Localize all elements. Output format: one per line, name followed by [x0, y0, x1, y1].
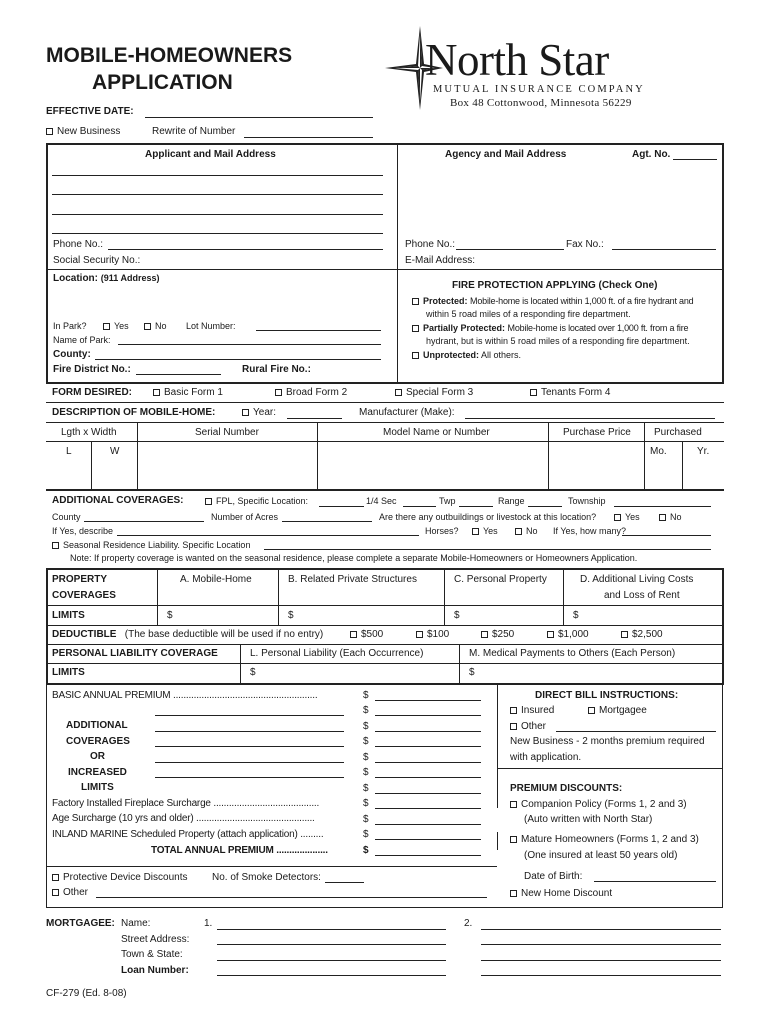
additional-coverage-line[interactable] [155, 746, 344, 747]
agency-phone-label: Phone No.: [405, 239, 456, 250]
company-subtitle: MUTUAL INSURANCE COMPANY [433, 84, 645, 95]
seasonal-note: Note: If property coverage is wanted on the seasonal residence, please complete a separate Mobile-Homeowners or Homeowners Application. [70, 553, 638, 563]
applicant-address-line[interactable] [52, 214, 383, 215]
applicant-phone-label: Phone No.: [53, 239, 104, 250]
col-serial: Serial Number [195, 427, 259, 438]
seasonal-checkbox[interactable] [52, 542, 59, 549]
twp-label: Twp [439, 496, 456, 506]
mature-checkbox[interactable] [510, 836, 517, 843]
range-field[interactable] [528, 506, 562, 507]
liability-label: PERSONAL LIABILITY COVERAGE [52, 648, 218, 659]
coverage-d-label: D. Additional Living Costs [580, 574, 694, 585]
premium-dollar: $ [363, 829, 369, 840]
fire-district-field[interactable] [136, 374, 221, 375]
broad-form-option[interactable]: Broad Form 2 [275, 387, 347, 398]
premium-dollar: $ [363, 690, 369, 701]
bill-insured-checkbox[interactable] [510, 707, 517, 714]
applicant-phone-field[interactable] [108, 249, 383, 250]
col-length-width: Lgth x Width [61, 427, 117, 438]
new-business-option[interactable]: New Business [46, 126, 120, 137]
broad-form-checkbox[interactable] [275, 389, 282, 396]
deductible-row: DEDUCTIBLE (The base deductible will be used if no entry) [52, 629, 324, 640]
col-purchase-price: Purchase Price [563, 427, 631, 438]
bill-mortgagee-option[interactable]: Mortgagee [588, 705, 647, 716]
mortgagee-1-town-field[interactable] [217, 960, 446, 961]
limit-d-field[interactable]: $ [573, 610, 579, 621]
other-discount-option[interactable]: Other [52, 887, 88, 898]
premium-field[interactable] [375, 777, 481, 778]
premium-dollar: $ [363, 752, 369, 763]
total-premium-field[interactable] [375, 855, 481, 856]
new-home-checkbox[interactable] [510, 890, 517, 897]
inland-marine-label: INLAND MARINE Scheduled Property (attach application) ......... [52, 829, 324, 840]
deductible-100[interactable]: $100 [416, 629, 449, 640]
fpl-location-field[interactable] [319, 506, 364, 507]
mortgagee-1-loan-field[interactable] [217, 975, 446, 976]
additional-coverages-label: ADDITIONAL COVERAGES: [52, 495, 184, 506]
companion-option[interactable]: Companion Policy (Forms 1, 2 and 3) [510, 799, 687, 810]
year-option[interactable]: Year: [242, 407, 276, 418]
agt-no-field[interactable] [673, 159, 717, 160]
deductible-250-checkbox[interactable] [481, 631, 488, 638]
premium-discounts-heading: PREMIUM DISCOUNTS: [510, 783, 623, 794]
coverages-premium-label: COVERAGES [66, 736, 130, 747]
mortgagee-street-label: Street Address: [121, 934, 190, 945]
coverage-l-label: L. Personal Liability (Each Occurrence) [250, 648, 424, 659]
horses-no[interactable]: No [515, 526, 538, 536]
location-label: Location: (911 Address) [53, 273, 160, 284]
fireplace-label: Factory Installed Fireplace Surcharge ......................................... [52, 798, 320, 809]
fpl-option[interactable]: FPL, Specific Location: [205, 496, 308, 506]
tenants-form-option[interactable]: Tenants Form 4 [530, 387, 610, 398]
deductible-2500[interactable]: $2,500 [621, 629, 663, 640]
premium-dollar: $ [363, 721, 369, 732]
fire-protection-heading: FIRE PROTECTION APPLYING (Check One) [452, 280, 658, 291]
additional-coverage-line[interactable] [155, 731, 344, 732]
premium-field[interactable] [375, 793, 481, 794]
mortgagee-label: MORTGAGEE: [46, 918, 115, 929]
or-label: OR [90, 751, 105, 762]
premium-dollar: $ [363, 767, 369, 778]
manufacturer-label: Manufacturer (Make): [359, 407, 455, 418]
smoke-detectors-label: No. of Smoke Detectors: [212, 872, 321, 883]
bill-other-checkbox[interactable] [510, 723, 517, 730]
company-name: North Star [425, 35, 609, 85]
premium-dollar: $ [363, 814, 369, 825]
how-many-field[interactable] [622, 535, 711, 536]
fire-partial-option[interactable]: Partially Protected: Mobile-home is located over 1,000 ft. from a fire [412, 323, 688, 333]
mortgagee-loan-label: Loan Number: [121, 965, 189, 976]
fax-label: Fax No.: [566, 239, 604, 250]
premium-dollar: $ [363, 845, 369, 856]
describe-field[interactable] [117, 535, 419, 536]
year-field[interactable] [287, 418, 342, 419]
other-discount-checkbox[interactable] [52, 889, 59, 896]
coverage-m-label: M. Medical Payments to Others (Each Person) [469, 648, 676, 659]
in-park-label: In Park? [53, 321, 87, 331]
property-label: PROPERTY [52, 574, 108, 585]
mortgagee-town-label: Town & State: [121, 949, 183, 960]
fax-field[interactable] [612, 249, 716, 250]
company-address: Box 48 Cottonwood, Minnesota 56229 [450, 97, 632, 109]
coverage-b-label: B. Related Private Structures [288, 574, 417, 585]
increased-label: INCREASED [68, 767, 127, 778]
outbuildings-yes[interactable]: Yes [614, 512, 640, 522]
month-label: Mo. [650, 446, 667, 457]
agency-phone-field[interactable] [456, 249, 564, 250]
basic-premium-field[interactable] [375, 700, 481, 701]
park-name-field[interactable] [118, 344, 381, 345]
fire-unprotected-checkbox[interactable] [412, 352, 419, 359]
col-model: Model Name or Number [383, 427, 490, 438]
basic-form-checkbox[interactable] [153, 389, 160, 396]
premium-field[interactable] [375, 746, 481, 747]
in-park-yes-checkbox[interactable] [103, 323, 110, 330]
township-field[interactable] [614, 506, 711, 507]
add-county-label: County [52, 512, 81, 522]
county-field[interactable] [95, 359, 381, 360]
fire-protected-checkbox[interactable] [412, 298, 419, 305]
outbuildings-yes-checkbox[interactable] [614, 514, 621, 521]
coverage-d-label-2: and Loss of Rent [604, 590, 680, 601]
effective-date-label: EFFECTIVE DATE: [46, 106, 134, 117]
in-park-yes[interactable]: Yes [103, 321, 129, 331]
township-label: Township [568, 496, 606, 506]
top-box-border [46, 143, 724, 145]
special-form-checkbox[interactable] [395, 389, 402, 396]
fpl-checkbox[interactable] [205, 498, 212, 505]
description-label: DESCRIPTION OF MOBILE-HOME: [52, 407, 216, 418]
applicant-address-line[interactable] [52, 233, 383, 234]
dob-label: Date of Birth: [524, 871, 583, 882]
applicant-address-line[interactable] [52, 175, 383, 176]
manufacturer-field[interactable] [465, 418, 715, 419]
horses-no-checkbox[interactable] [515, 528, 522, 535]
premium-field[interactable] [375, 731, 481, 732]
bill-mortgagee-checkbox[interactable] [588, 707, 595, 714]
premium-dollar: $ [363, 705, 369, 716]
premium-field[interactable] [375, 762, 481, 763]
inland-marine-field[interactable] [375, 839, 481, 840]
limits-premium-label: LIMITS [81, 782, 114, 793]
additional-label: ADDITIONAL [66, 720, 128, 731]
mortgagee-name-label: Name: [121, 918, 151, 929]
ssn-label: Social Security No.: [53, 255, 141, 266]
form-title-line2: APPLICATION [92, 71, 233, 94]
mortgagee-1-name-field[interactable] [217, 929, 446, 930]
county-label: County: [53, 349, 91, 360]
outbuildings-no-checkbox[interactable] [659, 514, 666, 521]
mortgagee-1-street-field[interactable] [217, 944, 446, 945]
limit-m-field[interactable]: $ [469, 667, 475, 678]
additional-coverage-line[interactable] [155, 715, 344, 716]
agency-heading: Agency and Mail Address [445, 149, 567, 160]
lot-number-field[interactable] [256, 330, 381, 331]
protective-device-option[interactable]: Protective Device Discounts [52, 872, 188, 883]
acres-field[interactable] [282, 521, 372, 522]
other-discount-field[interactable] [96, 897, 487, 898]
basic-form-option[interactable]: Basic Form 1 [153, 387, 223, 398]
deductible-500[interactable]: $500 [350, 629, 383, 640]
acres-label: Number of Acres [211, 512, 279, 522]
form-number: CF-279 (Ed. 8-08) [46, 988, 127, 999]
limit-c-field[interactable]: $ [454, 610, 460, 621]
mortgagee-2-town-field[interactable] [481, 960, 721, 961]
outbuildings-no[interactable]: No [659, 512, 682, 522]
horses-yes-checkbox[interactable] [472, 528, 479, 535]
limit-b-field[interactable]: $ [288, 610, 294, 621]
if-yes-describe-label: If Yes, describe [52, 526, 114, 536]
direct-bill-heading: DIRECT BILL INSTRUCTIONS: [535, 690, 679, 701]
premium-dollar: $ [363, 736, 369, 747]
seasonal-location-field[interactable] [264, 549, 711, 550]
deductible-2500-checkbox[interactable] [621, 631, 628, 638]
mortgagee-2-street-field[interactable] [481, 944, 721, 945]
fire-protected-text: within 5 road miles of a responding fire department. [426, 309, 631, 319]
deductible-500-checkbox[interactable] [350, 631, 357, 638]
limit-a-field[interactable]: $ [167, 610, 173, 621]
how-many-label: If Yes, how many? [553, 526, 627, 536]
protective-device-checkbox[interactable] [52, 874, 59, 881]
rewrite-label: Rewrite of Number [152, 126, 236, 137]
bill-other-field[interactable] [556, 731, 716, 732]
horses-yes[interactable]: Yes [472, 526, 498, 536]
premium-dollar: $ [363, 798, 369, 809]
premium-field[interactable] [375, 715, 481, 716]
age-surcharge-field[interactable] [375, 824, 481, 825]
basic-premium-label: BASIC ANNUAL PREMIUM ........................................................ [52, 690, 318, 701]
col-purchased: Purchased [654, 427, 702, 438]
new-business-note-2: with application. [510, 752, 582, 763]
liability-limits-label: LIMITS [52, 667, 85, 678]
agt-no-label: Agt. No. [632, 149, 671, 160]
deductible-1000[interactable]: $1,000 [547, 629, 589, 640]
fire-partial-text: hydrant, but is within 5 road miles of a responding fire department. [426, 336, 690, 346]
horses-label: Horses? [425, 526, 459, 536]
mortgagee-2-name-field[interactable] [481, 929, 721, 930]
mortgagee-1-label: 1. [204, 918, 213, 929]
companion-note: (Auto written with North Star) [524, 814, 653, 825]
section-field[interactable] [403, 506, 436, 507]
lot-number-label: Lot Number: [186, 321, 236, 331]
applicant-heading: Applicant and Mail Address [145, 149, 276, 160]
applicant-address-line[interactable] [52, 194, 383, 195]
range-label: Range [498, 496, 525, 506]
add-county-field[interactable] [84, 521, 204, 522]
rural-fire-label: Rural Fire No.: [242, 364, 311, 375]
total-premium-label: TOTAL ANNUAL PREMIUM .................... [151, 845, 328, 856]
fireplace-field[interactable] [375, 808, 481, 809]
deductible-250[interactable]: $250 [481, 629, 514, 640]
coverage-a-label: A. Mobile-Home [180, 574, 252, 585]
year-checkbox[interactable] [242, 409, 249, 416]
mature-option[interactable]: Mature Homeowners (Forms 1, 2 and 3) [510, 834, 699, 845]
new-business-note: New Business - 2 months premium required [510, 736, 705, 747]
effective-date-field[interactable] [145, 117, 373, 118]
top-box-divider [397, 143, 398, 383]
twp-field[interactable] [459, 506, 493, 507]
fire-protected-option[interactable]: Protected: Mobile-home is located within 1,000 ft. of a fire hydrant and [412, 296, 693, 306]
new-home-option[interactable]: New Home Discount [510, 888, 612, 899]
width-label: W [110, 446, 120, 457]
premium-dollar: $ [363, 783, 369, 794]
coverage-c-label: C. Personal Property [454, 574, 547, 585]
age-surcharge-label: Age Surcharge (10 yrs and older) .............................................. [52, 813, 315, 824]
property-limits-label: LIMITS [52, 610, 85, 621]
additional-coverage-line[interactable] [155, 777, 344, 778]
mortgagee-2-loan-field[interactable] [481, 975, 721, 976]
bill-insured-option[interactable]: Insured [510, 705, 554, 716]
coverages-label: COVERAGES [52, 590, 116, 601]
year-label: Yr. [697, 446, 710, 457]
quarter-section-label: 1/4 Sec [366, 496, 397, 506]
seasonal-option[interactable]: Seasonal Residence Liability. Specific Location [52, 540, 250, 550]
form-title-line1: MOBILE-HOMEOWNERS [46, 44, 293, 67]
in-park-no[interactable]: No [144, 321, 167, 331]
tenants-form-checkbox[interactable] [530, 389, 537, 396]
rewrite-number-field[interactable] [244, 137, 373, 138]
limit-l-field[interactable]: $ [250, 667, 256, 678]
companion-checkbox[interactable] [510, 801, 517, 808]
deductible-100-checkbox[interactable] [416, 631, 423, 638]
length-label: L [66, 446, 72, 457]
smoke-detectors-field[interactable] [325, 882, 364, 883]
new-business-checkbox[interactable] [46, 128, 53, 135]
in-park-no-checkbox[interactable] [144, 323, 151, 330]
outbuildings-label: Are there any outbuildings or livestock at this location? [379, 512, 597, 522]
fire-district-label: Fire District No.: [53, 364, 131, 375]
dob-field[interactable] [594, 881, 716, 882]
park-name-label: Name of Park: [53, 335, 111, 345]
fire-partial-checkbox[interactable] [412, 325, 419, 332]
form-desired-label: FORM DESIRED: [52, 387, 132, 398]
deductible-1000-checkbox[interactable] [547, 631, 554, 638]
mortgagee-2-label: 2. [464, 918, 473, 929]
additional-coverage-line[interactable] [155, 762, 344, 763]
fire-unprotected-option[interactable]: Unprotected: All others. [412, 350, 521, 360]
bill-other-option[interactable]: Other [510, 721, 546, 732]
mature-note: (One insured at least 50 years old) [524, 850, 678, 861]
special-form-option[interactable]: Special Form 3 [395, 387, 473, 398]
email-label: E-Mail Address: [405, 255, 476, 266]
